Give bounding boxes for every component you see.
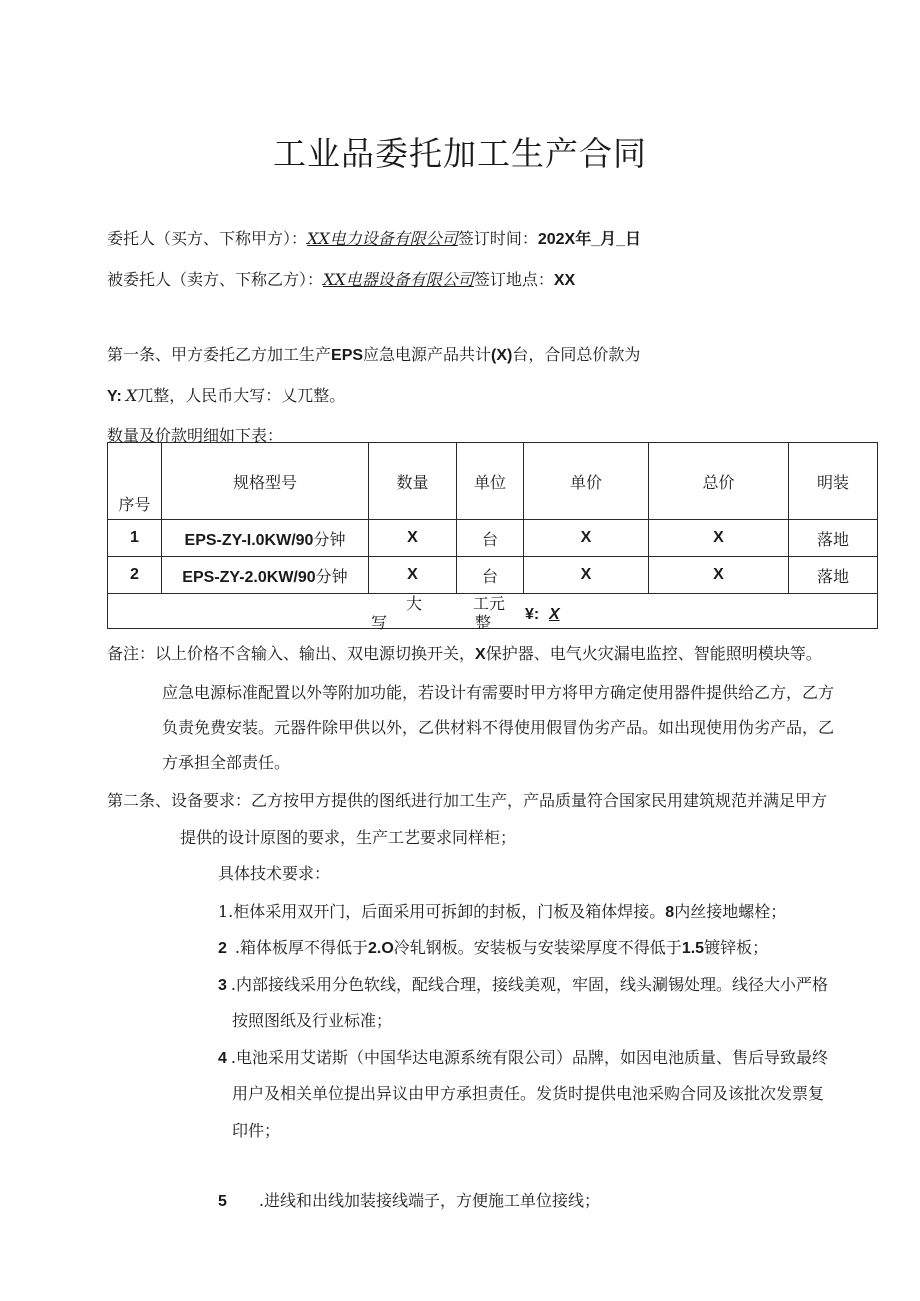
note-line2: 应急电源标准配置以外等附加功能，若设计有需要时甲方将甲方确定使用器件提供给乙方，乙方 [162,683,835,702]
summary-gong-yuan: 工元 [473,594,506,613]
article1-line1 [107,342,640,365]
table-header-row [108,443,878,520]
header-model: 规格型号 [162,443,369,520]
row-price: X [524,557,649,594]
tech-item-2 [218,935,768,958]
client-label: 委托人（买方、下称甲方）： [107,229,308,248]
header-price: 单价 [524,443,649,520]
article1-text-b: 应急电源产品共计 [363,345,492,364]
table-intro: 数量及价款明细如下表： [107,426,284,445]
row-unit: 台 [457,520,524,557]
contractor-label: 被委托人（卖方、下称乙方）： [107,270,324,289]
tech-item-text: .电池采用艾诺斯（中国华达电源系统有限公司）品牌，如因电池质量、售后导致最终 [230,1048,828,1067]
row-no: 1 [108,520,162,557]
table-row [108,557,878,594]
contractor-line [107,267,575,290]
tech-item-text: .进线和出线加装接线端子，方便施工单位接线； [258,1191,600,1210]
row-model-code: EPS-ZY-I.0KW/90 [184,531,314,549]
tech-item-text: 柜体采用双开门，后面采用可拆卸的封板，门板及箱体焊接。 [233,902,666,921]
article1-text-c: 台，合同总价款为 [512,345,641,364]
header-unit: 单位 [457,443,524,520]
note-line4: 方承担全部责任。 [162,753,291,772]
tech-item-no: 3 [218,977,227,994]
tech-item-text: .内部接线采用分色软线，配线合理，接线美观，牢固，线头涮锡处理。线径大小严格 [230,975,828,994]
sign-time-value: 202X年_月_日 [537,231,641,248]
client-name: XX电力设备有限公司 [307,229,458,248]
row-qty: X [369,557,457,594]
article1-line2-rest: 兀整，人民币大写：乂兀整。 [137,386,346,405]
article1-x: X [125,386,138,405]
tech-item-3-cont: 按照图纸及行业标准； [232,1011,393,1030]
row-install: 落地 [789,520,878,557]
tech-item-no: 2 [218,940,227,957]
summary-da: 大 [406,594,423,613]
tech-item-4-cont2: 印件； [232,1121,281,1140]
article2-line1: 第二条、设备要求：乙方按甲方提供的图纸进行加工生产，产品质量符合国家民用建筑规范并满足甲方 [107,791,828,810]
summary-x: X [549,606,560,623]
row-price: X [524,520,649,557]
note-text-b: 保护器、电气火灾漏电监控、智能照明模块等。 [485,644,822,663]
client-line [107,226,641,249]
article1-line2 [107,383,345,406]
tech-item-text: .箱体板厚不得低于 [234,938,368,957]
header-total: 总价 [649,443,789,520]
article2-line2: 提供的设计原图的要求，生产工艺要求同样柜； [180,828,517,847]
note-text-a: 备注：以上价格不含输入、输出、双电源切换开关， [107,644,476,663]
sign-place-value: XX [553,272,576,289]
tech-item-1 [218,899,786,922]
header-install: 明装 [789,443,878,520]
note-line3: 负责免费安装。元器件除甲供以外，乙供材料不得使用假冒伪劣产品。如出现使用伪劣产品，乙 [162,718,835,737]
tech-item-5 [218,1188,600,1211]
row-model-code: EPS-ZY-2.0KW/90 [182,568,316,586]
article1-text-a: 第一条、甲方委托乙方加工生产 [107,345,332,364]
row-qty: X [369,520,457,557]
document-title: 工业品委托加工生产合同 [273,134,647,173]
tech-item-no: 1. [218,902,234,921]
row-model-unit: 分钟 [315,566,348,586]
tech-item-text-c: 镀锌板； [704,938,769,957]
tech-item-bold-2: 1.5 [681,940,705,957]
summary-cell [108,594,878,632]
tech-title: 具体技术要求： [218,864,331,883]
note-x: X [475,646,486,663]
header-qty: 数量 [369,443,457,520]
summary-yen: ¥: [525,606,540,623]
row-model-unit: 分钟 [313,529,346,549]
tech-item-4 [218,1045,828,1068]
article1-y: Y: [107,388,122,405]
summary-xie: 写 [371,613,388,632]
article1-qty: (X) [491,347,513,364]
tech-item-no: 5 [218,1193,227,1210]
table-summary-row [108,594,878,629]
row-model [162,520,369,557]
row-install: 落地 [789,557,878,594]
tech-item-bold: 2.O [368,940,394,957]
sign-place-label: 签订地点： [473,270,554,289]
row-no: 2 [108,557,162,594]
tech-item-text-b: 内丝接地螺栓； [674,902,787,921]
tech-item-4-cont: 用户及相关单位提出异议由甲方承担责任。发货时提供电池采购合同及该批次发票复 [232,1084,825,1103]
row-total: X [649,557,789,594]
summary-zheng: 整 [475,613,492,632]
row-model [162,557,369,594]
tech-item-bold: 8 [665,904,675,921]
tech-item-no: 4 [218,1050,227,1067]
tech-item-text-b: 冷轧钢板。安装板与安装梁厚度不得低于 [393,938,682,957]
header-no: 序号 [108,443,162,520]
items-table [107,442,878,632]
note-line1 [107,641,822,664]
row-unit: 台 [457,557,524,594]
row-total: X [649,520,789,557]
tech-item-3 [218,972,828,995]
table-row [108,520,878,557]
sign-time-label: 签订时间： [457,229,538,248]
contractor-name: XX电器设备有限公司 [323,270,474,289]
article1-eps: EPS [331,347,364,364]
